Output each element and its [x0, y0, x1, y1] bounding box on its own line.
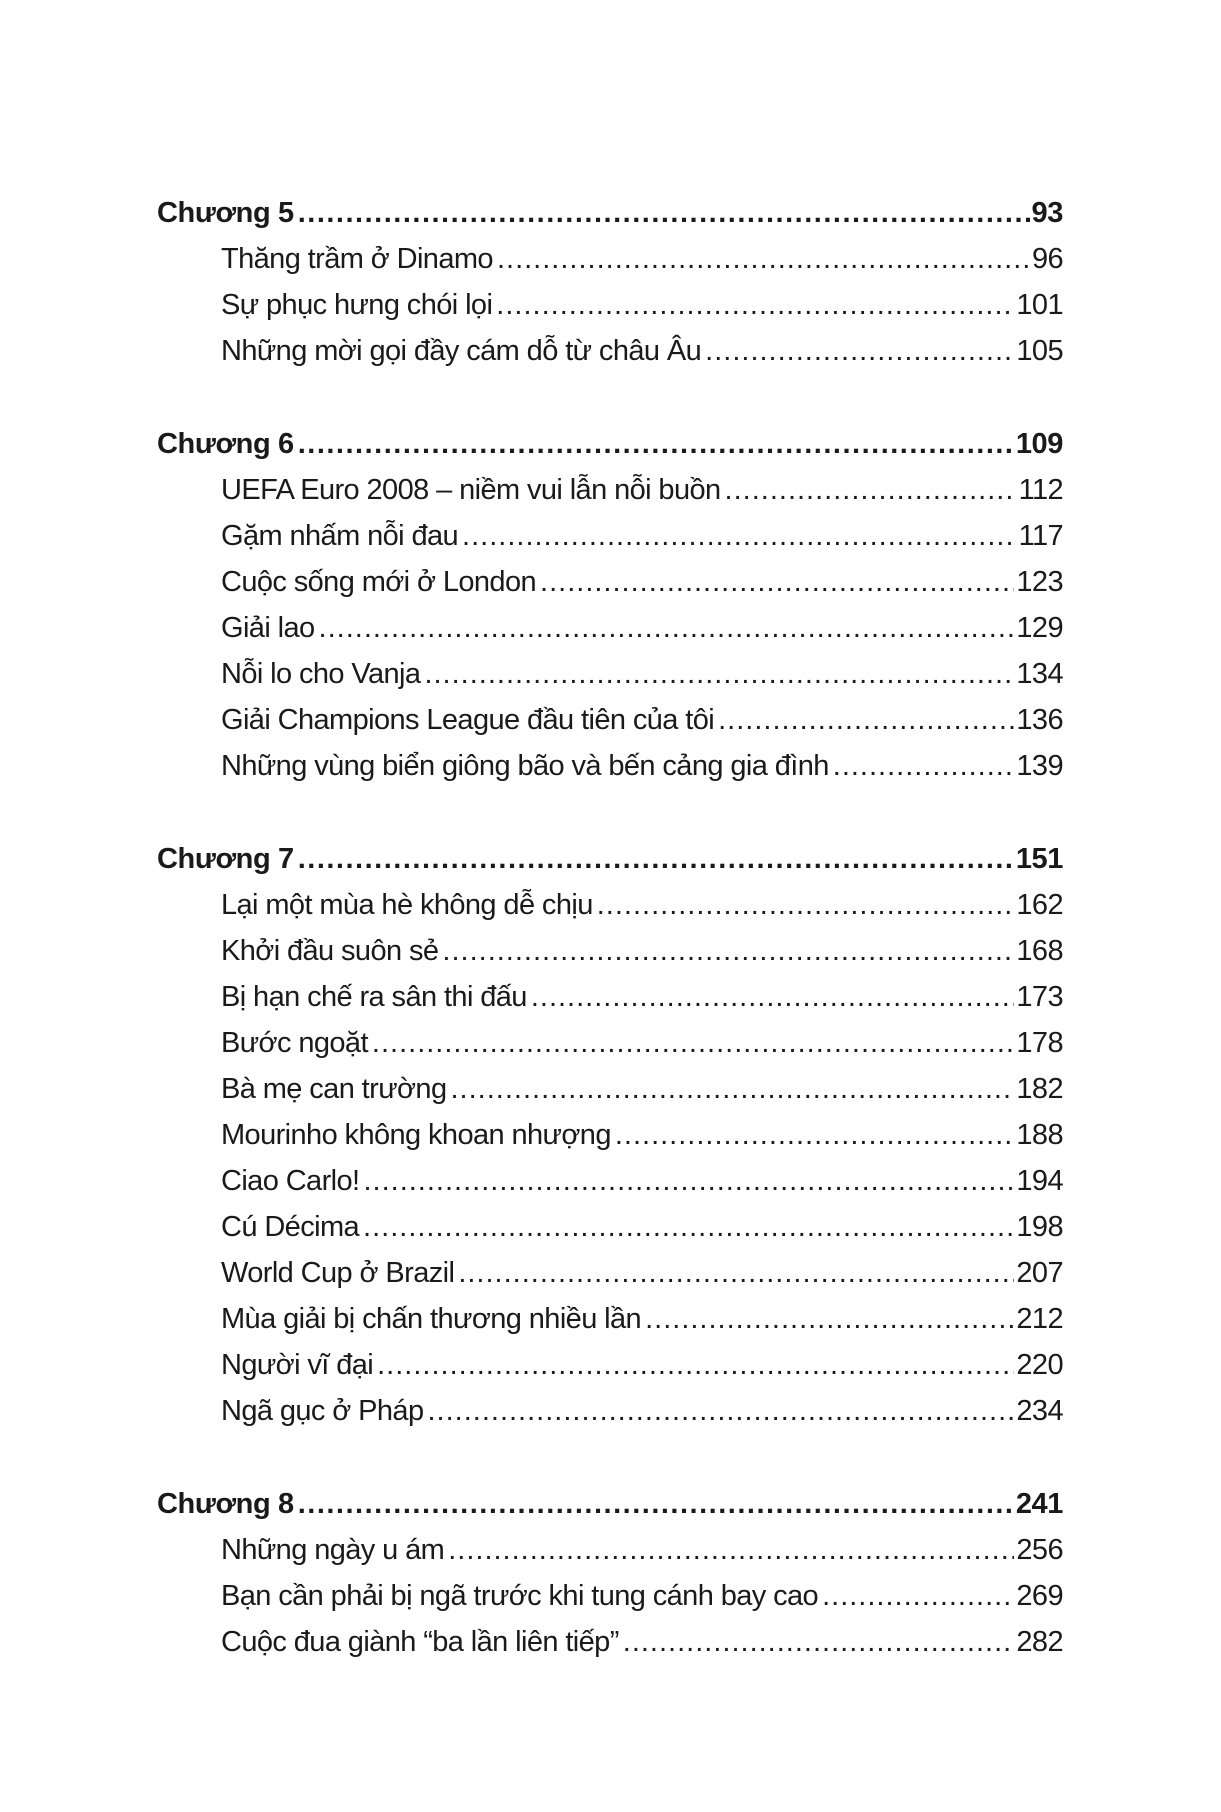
- dot-leader: [540, 559, 1014, 605]
- toc-entry: [157, 1158, 1063, 1204]
- toc-entry: [157, 467, 1063, 513]
- entry-title: Nỗi lo cho Vanja: [221, 658, 421, 690]
- dot-leader: [496, 282, 1014, 328]
- toc-entry: [157, 328, 1063, 374]
- toc-entry: [157, 1296, 1063, 1342]
- entry-page-number: 96: [1031, 243, 1063, 275]
- toc-entry: [157, 236, 1063, 282]
- chapter-title: Chương 7: [157, 843, 294, 875]
- dot-leader: [427, 1388, 1014, 1434]
- entry-title: Lại một mùa hè không dễ chịu: [221, 889, 593, 921]
- entry-page-number: 269: [1016, 1580, 1063, 1612]
- toc-entry: [157, 651, 1063, 697]
- chapter-heading: [157, 836, 1063, 882]
- entry-page-number: 129: [1016, 612, 1063, 644]
- dot-leader: [424, 651, 1014, 697]
- dot-leader: [462, 513, 1017, 559]
- entry-title: Ngã gục ở Pháp: [221, 1395, 424, 1427]
- chapter-page-number: 93: [1031, 197, 1063, 229]
- entry-title: Giải Champions League đầu tiên của tôi: [221, 704, 715, 736]
- toc-entry: [157, 1066, 1063, 1112]
- toc-entry: [157, 1342, 1063, 1388]
- toc-entry: [157, 605, 1063, 651]
- entry-page-number: 220: [1016, 1349, 1063, 1381]
- dot-leader: [298, 421, 1014, 467]
- dot-leader: [531, 974, 1015, 1020]
- entry-title: Người vĩ đại: [221, 1349, 374, 1381]
- entry-page-number: 112: [1018, 474, 1063, 506]
- toc-entry: [157, 1388, 1063, 1434]
- entry-title: Cuộc sống mới ở London: [221, 566, 537, 598]
- table-of-contents: [157, 190, 1063, 1712]
- chapter-title: Chương 6: [157, 428, 294, 460]
- toc-entry: [157, 882, 1063, 928]
- entry-title: Thăng trầm ở Dinamo: [221, 243, 493, 275]
- dot-leader: [497, 236, 1030, 282]
- toc-entry: [157, 697, 1063, 743]
- entry-page-number: 136: [1016, 704, 1063, 736]
- chapter-page-number: 241: [1015, 1488, 1063, 1520]
- entry-title: Bước ngoặt: [221, 1027, 368, 1059]
- chapter-title: Chương 5: [157, 197, 294, 229]
- chapter-block: [157, 190, 1063, 374]
- entry-page-number: 162: [1016, 889, 1063, 921]
- entry-page-number: 256: [1016, 1534, 1063, 1566]
- entry-title: Cuộc đua giành “ba lần liên tiếp”: [221, 1626, 619, 1658]
- dot-leader: [645, 1296, 1014, 1342]
- dot-leader: [833, 743, 1015, 789]
- chapter-heading: [157, 1481, 1063, 1527]
- entry-page-number: 198: [1016, 1211, 1063, 1243]
- chapter-block: [157, 421, 1063, 789]
- toc-entry: [157, 1250, 1063, 1296]
- entry-title: Cú Décima: [221, 1211, 360, 1243]
- toc-entry: [157, 1020, 1063, 1066]
- entry-page-number: 212: [1016, 1303, 1063, 1335]
- dot-leader: [298, 1481, 1014, 1527]
- toc-entry: [157, 1619, 1063, 1665]
- dot-leader: [448, 1527, 1014, 1573]
- chapter-heading: [157, 421, 1063, 467]
- dot-leader: [363, 1204, 1014, 1250]
- toc-entry: [157, 1112, 1063, 1158]
- entry-title: Khởi đầu suôn sẻ: [221, 935, 439, 967]
- dot-leader: [451, 1066, 1015, 1112]
- entry-title: Gặm nhấm nỗi đau: [221, 520, 459, 552]
- dot-leader: [372, 1020, 1015, 1066]
- entry-page-number: 168: [1016, 935, 1063, 967]
- chapter-page-number: 109: [1015, 428, 1063, 460]
- entry-page-number: 234: [1016, 1395, 1063, 1427]
- dot-leader: [458, 1250, 1014, 1296]
- toc-entry: [157, 1204, 1063, 1250]
- entry-page-number: 134: [1016, 658, 1063, 690]
- entry-page-number: 194: [1016, 1165, 1063, 1197]
- dot-leader: [725, 467, 1017, 513]
- toc-entry: [157, 513, 1063, 559]
- entry-title: Ciao Carlo!: [221, 1165, 360, 1197]
- dot-leader: [377, 1342, 1014, 1388]
- entry-title: Bà mẹ can trường: [221, 1073, 447, 1105]
- entry-title: Giải lao: [221, 612, 315, 644]
- toc-entry: [157, 282, 1063, 328]
- chapter-title: Chương 8: [157, 1488, 294, 1520]
- entry-title: World Cup ở Brazil: [221, 1257, 455, 1289]
- entry-title: Mùa giải bị chấn thương nhiều lần: [221, 1303, 642, 1335]
- entry-page-number: 182: [1016, 1073, 1063, 1105]
- entry-page-number: 178: [1016, 1027, 1063, 1059]
- entry-title: Mourinho không khoan nhượng: [221, 1119, 611, 1151]
- dot-leader: [705, 328, 1014, 374]
- entry-page-number: 117: [1018, 520, 1063, 552]
- entry-title: Sự phục hưng chói lọi: [221, 289, 493, 321]
- dot-leader: [615, 1112, 1015, 1158]
- entry-title: Những mời gọi đầy cám dỗ từ châu Âu: [221, 335, 702, 367]
- entry-page-number: 207: [1016, 1257, 1063, 1289]
- chapter-heading: [157, 190, 1063, 236]
- entry-page-number: 282: [1016, 1626, 1063, 1658]
- entry-title: UEFA Euro 2008 – niềm vui lẫn nỗi buồn: [221, 474, 721, 506]
- toc-entry: [157, 974, 1063, 1020]
- entry-title: Bạn cần phải bị ngã trước khi tung cánh bay cao: [221, 1580, 819, 1612]
- chapter-block: [157, 1481, 1063, 1665]
- dot-leader: [442, 928, 1014, 974]
- dot-leader: [623, 1619, 1015, 1665]
- dot-leader: [298, 836, 1014, 882]
- entry-title: Bị hạn chế ra sân thi đấu: [221, 981, 527, 1013]
- entry-page-number: 101: [1016, 289, 1063, 321]
- entry-title: Những ngày u ám: [221, 1534, 445, 1566]
- entry-page-number: 139: [1016, 750, 1063, 782]
- toc-entry: [157, 1527, 1063, 1573]
- toc-entry: [157, 743, 1063, 789]
- toc-entry: [157, 1573, 1063, 1619]
- entry-page-number: 123: [1016, 566, 1063, 598]
- chapter-block: [157, 836, 1063, 1434]
- dot-leader: [822, 1573, 1014, 1619]
- entry-page-number: 105: [1016, 335, 1063, 367]
- chapter-page-number: 151: [1015, 843, 1063, 875]
- entry-title: Những vùng biển giông bão và bến cảng gia đình: [221, 750, 829, 782]
- entry-page-number: 188: [1016, 1119, 1063, 1151]
- toc-entry: [157, 559, 1063, 605]
- entry-page-number: 173: [1016, 981, 1063, 1013]
- toc-entry: [157, 928, 1063, 974]
- dot-leader: [363, 1158, 1014, 1204]
- dot-leader: [597, 882, 1015, 928]
- dot-leader: [319, 605, 1015, 651]
- dot-leader: [298, 190, 1030, 236]
- dot-leader: [718, 697, 1014, 743]
